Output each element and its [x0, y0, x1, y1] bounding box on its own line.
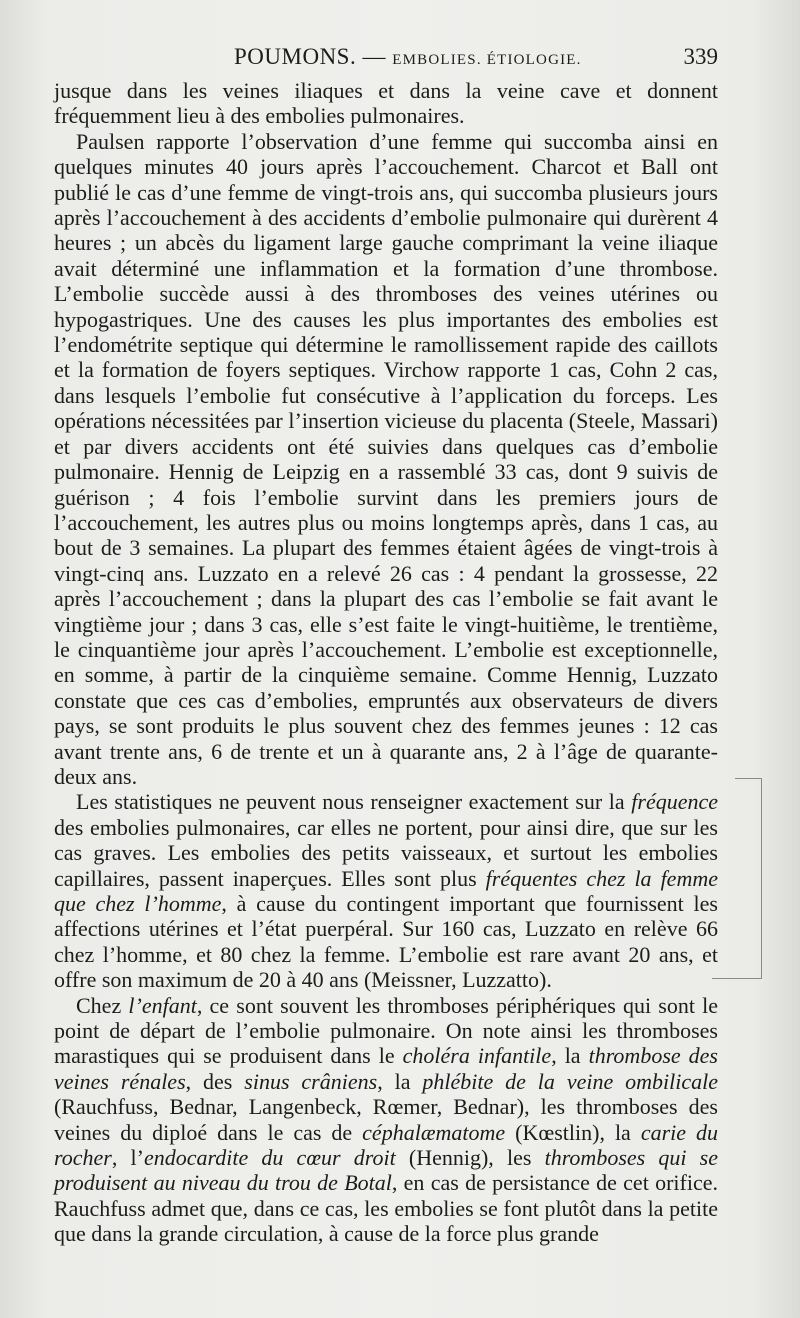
paragraph-4-part: (Hennig), les [395, 1145, 545, 1171]
body-text [54, 78, 718, 1247]
paragraph-4-italic: choléra infantile [402, 1043, 552, 1069]
paragraph-4-part: , la [377, 1068, 423, 1094]
paragraph-4-part: (Kœstlin), la [505, 1119, 641, 1145]
paragraph-4-part: , ce sont souvent les thromboses périphériques qui sont le point de départ de l’embolie pulmonaire. On note ainsi les thromboses marastiques qui se produisent dans le [54, 992, 719, 1069]
paragraph-4-part: (Rauchfuss, Bednar, Langenbeck, Rœmer, Bednar), les thromboses des veines du diploé dans le cas de [54, 1094, 718, 1145]
paragraph-3-part: Les statistiques ne peuvent nous renseigner exactement sur la [76, 789, 632, 815]
paragraph-4-italic: thromboses qui se produisent au niveau du trou de Botal [54, 1145, 718, 1196]
paragraph-1: jusque dans les veines iliaques et dans la veine cave et donnent fréquemment lieu à des embolies pulmonaires. [54, 78, 718, 129]
paragraph-3 [54, 789, 718, 992]
paragraph-4-part: , en cas de persistance de cet orifice. Rauchfuss admet que, dans ce cas, les embolies se font plutôt dans la petite que dans la grande circulation, à cause de la force plus grande [54, 1170, 718, 1247]
paragraph-4-part: , la [551, 1043, 589, 1069]
header-title-main: POUMONS. — [234, 44, 393, 69]
paragraph-4-italic: carie du rocher [54, 1119, 719, 1171]
paragraph-4-italic: endocardite du cœur droit [143, 1145, 396, 1171]
paragraph-4-italic: sinus crâniens [244, 1068, 378, 1094]
paragraph-3-italic: fréquentes chez la femme que chez l’homme [54, 865, 718, 916]
paragraph-4-italic: l’enfant [128, 992, 197, 1018]
paragraph-4-part: , des [185, 1068, 245, 1094]
paragraph-4-part: , l’ [111, 1145, 144, 1171]
pencil-margin-tick [712, 978, 762, 979]
paragraph-4-part: Chez [76, 992, 129, 1018]
paragraph-4-italic: phlébite de la veine ombilicale [422, 1068, 719, 1094]
header-title-sub: EMBOLIES. ÉTIOLOGIE. [392, 52, 582, 68]
running-header [54, 44, 718, 74]
paragraph-3-italic: fréquence [631, 789, 718, 815]
page-number: 339 [683, 44, 718, 69]
pencil-margin-bracket [735, 778, 762, 979]
paragraph-3-part: , à cause du contingent important que fournissent les affections utérines et l’état puerpéral. Sur 160 cas, Luzzato en relève 66 chez l’homme, et 80 chez la femme. L’embolie est rare avant 20 ans, et offre son maximum de 20 à 40 ans (Meissner, Luzzatto). [54, 891, 718, 993]
paragraph-4 [54, 993, 718, 1247]
paragraph-3-part: des embolies pulmonaires, car elles ne portent, pour ainsi dire, que sur les cas graves. Les embolies des petits vaisseaux, et surtout les embolies capillaires, passent inaperçues. Elles sont plus [54, 814, 718, 891]
paragraph-2: Paulsen rapporte l’observation d’une femme qui succomba ainsi en quelques minutes 40 jours après l’accouchement. Charcot et Ball ont publié le cas d’une femme de vingt-trois ans, qui succomba plusieurs jours après l’accouchement à des accidents d’embolie pulmonaire qui durèrent 4 heures ; un abcès du ligament large gauche comprimant la veine iliaque avait déterminé une inflammation et la formation d’une thrombose. L’embolie succède aussi à des thromboses des veines utérines ou hypogastriques. Une des causes les plus importantes des embolies est l’endométrite septique qui détermine le ramollissement rapide des caillots et la formation de foyers septiques. Virchow rapporte 1 cas, Cohn 2 cas, dans lesquels l’embolie fut consécutive à l’application du forceps. Les opérations nécessitées par l’insertion vicieuse du placenta (Steele, Massari) et par divers accidents ont été suivies dans quelques cas d’embolie pulmonaire. Hennig de Leipzig en a rassemblé 33 cas, dont 9 suivis de guérison ; 4 fois l’embolie survint dans les premiers jours de l’accouchement, les autres plus ou moins longtemps après, dans 1 cas, au bout de 3 semaines. La plupart des femmes étaient âgées de vingt-trois à vingt-cinq ans. Luzzato en a relevé 26 cas : 4 pendant la grossesse, 22 après l’accouchement ; dans la plupart des cas l’embolie se fait avant le vingtième jour ; dans 3 cas, elle s’est faite le vingt-huitième, le trentième, le cinquantième jour après l’accouchement. L’embolie est exceptionnelle, en somme, à partir de la cinquième semaine. Comme Hennig, Luzzato constate que ces cas d’embolies, empruntés aux observateurs de divers pays, se sont produits le plus souvent chez des femmes jeunes : 12 cas avant trente ans, 6 de trente et un à quarante ans, 2 à l’âge de quarante-deux ans. [54, 128, 718, 789]
paragraph-4-italic: céphalæmatome [362, 1119, 506, 1145]
header-title [234, 44, 582, 70]
paragraph-4-italic: thrombose des veines rénales [54, 1043, 718, 1094]
